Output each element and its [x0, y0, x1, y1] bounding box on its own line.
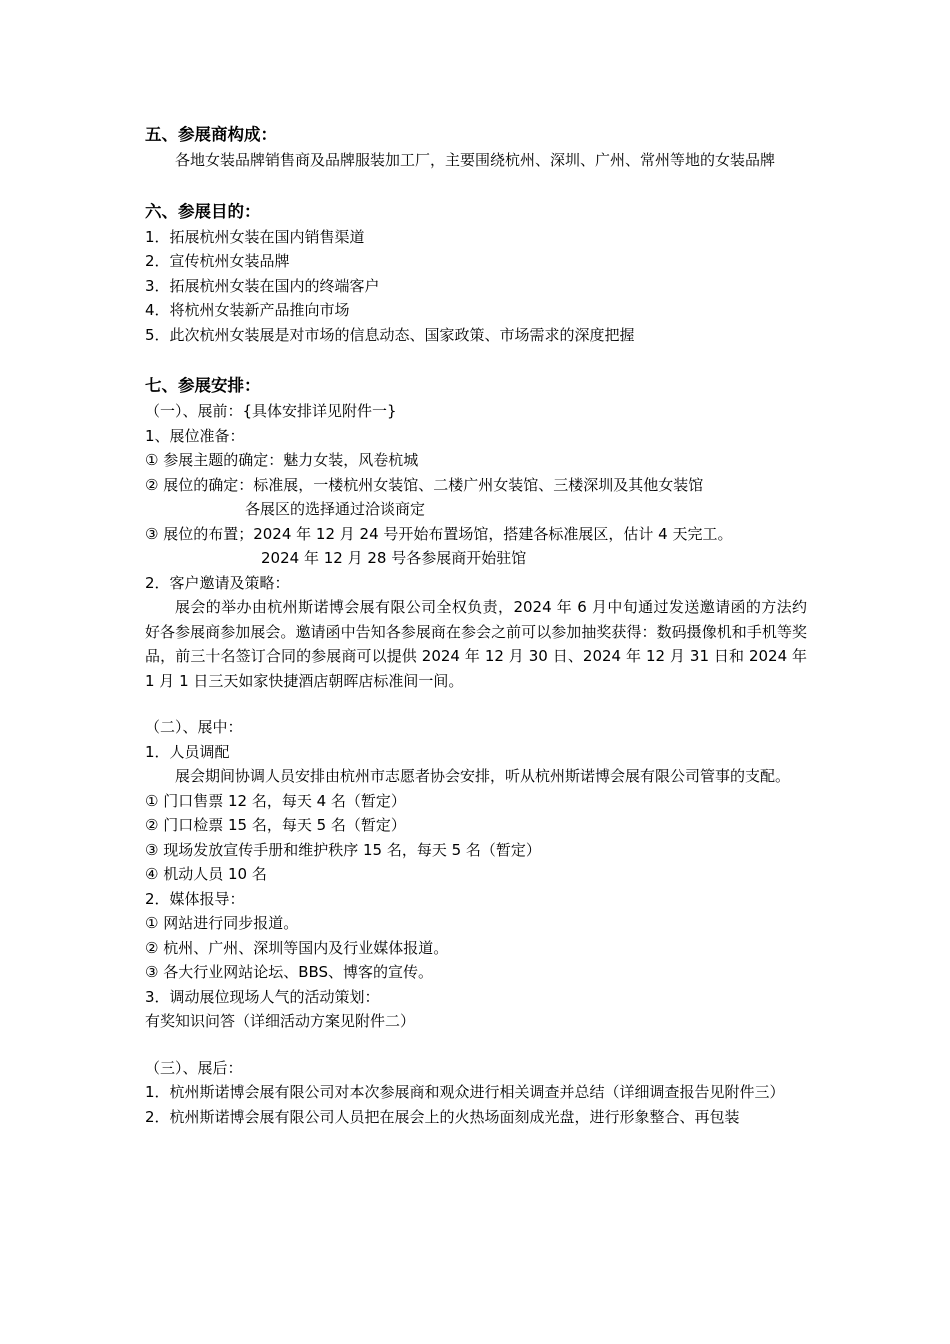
list-item: ② 门口检票 15 名，每天 5 名（暂定） [145, 816, 406, 834]
post-show-heading: （三）、展后： [145, 1058, 243, 1077]
list-item: 4．将杭州女装新产品推向市场 [145, 301, 350, 319]
booth-theme: ① 参展主题的确定：魅力女装，风卷杭城 [145, 451, 419, 469]
section-6-title: 六、参展目的： [145, 201, 261, 221]
staff-heading: 1．人员调配 [145, 742, 230, 761]
list-item: ① 门口售票 12 名，每天 4 名（暂定） [145, 791, 406, 810]
staff-body: 展会期间协调人员安排由杭州市志愿者协会安排，听从杭州斯诺博会展有限公司管事的支配。 [175, 767, 791, 785]
invite-heading: 2．客户邀请及策略： [145, 573, 290, 592]
document-page [145, 122, 807, 1129]
pre-show-heading: （一）、展前：{具体安排详见附件一} [145, 402, 397, 420]
section-5-title: 五、参展商构成： [145, 125, 277, 144]
list-item: 2．杭州斯诺博会展有限公司人员把在展会上的火热场面刻成光盘，进行形象整合、再包装 [145, 1107, 740, 1126]
list-item: 1．拓展杭州女装在国内销售渠道 [145, 227, 365, 246]
list-item: ③ 现场发放宣传手册和维护秩序 15 名，每天 5 名（暂定） [145, 840, 541, 859]
activity-heading: 3．调动展位现场人气的活动策划： [145, 987, 380, 1006]
booth-setup: ③ 展位的布置；2024 年 12 月 24 号开始布置场馆，搭建各标准展区，估计 4 天完工。 [145, 524, 733, 543]
section-5-body: 各地女装品牌销售商及品牌服装加工厂，主要围绕杭州、深圳、广州、常州等地的女装品牌 [175, 151, 776, 169]
booth-location: ② 展位的确定：标准展，一楼杭州女装馆、二楼广州女装馆、三楼深圳及其他女装馆 [145, 475, 704, 494]
list-item: 5．此次杭州女装展是对市场的信息动态、国家政策、市场需求的深度把握 [145, 325, 635, 344]
booth-setup-continued: 2024 年 12 月 28 号各参展商开始驻馆 [261, 549, 527, 567]
list-item: ④ 机动人员 10 名 [145, 865, 267, 883]
list-item: 2．宣传杭州女装品牌 [145, 252, 290, 270]
booth-heading: 1、展位准备： [145, 426, 245, 445]
invite-body: 展会的举办由杭州斯诺博会展有限公司全权负责，2024 年 6 月中旬通过发送邀请函的方法约好各参展商参加展会。邀请函中告知各参展商在参会之前可以参加抽奖获得：数码摄像机和手机等奖品，前三十名签订合同的参展商可以提供 2024 年 12 月 30 日、2024 年 12 月 31 日和 2024 年 1 月 1 日三天如家快捷酒店朝晖店标准间一间。 [145, 598, 807, 690]
section-7-title: 七、参展安排： [145, 376, 261, 395]
list-item: ② 杭州、广州、深圳等国内及行业媒体报道。 [145, 938, 449, 957]
list-item: 3．拓展杭州女装在国内的终端客户 [145, 276, 380, 295]
list-item: 1．杭州斯诺博会展有限公司对本次参展商和观众进行相关调查并总结（详细调查报告见附件三） [145, 1083, 785, 1101]
media-heading: 2．媒体报导： [145, 889, 245, 908]
list-item: ① 网站进行同步报道。 [145, 914, 299, 932]
booth-location-continued: 各展区的选择通过洽谈商定 [245, 500, 426, 518]
list-item: ③ 各大行业网站论坛、BBS、博客的宣传。 [145, 963, 434, 981]
during-show-heading: （二）、展中： [145, 718, 243, 736]
activity-body: 有奖知识问答（详细活动方案见附件二） [145, 1012, 416, 1030]
